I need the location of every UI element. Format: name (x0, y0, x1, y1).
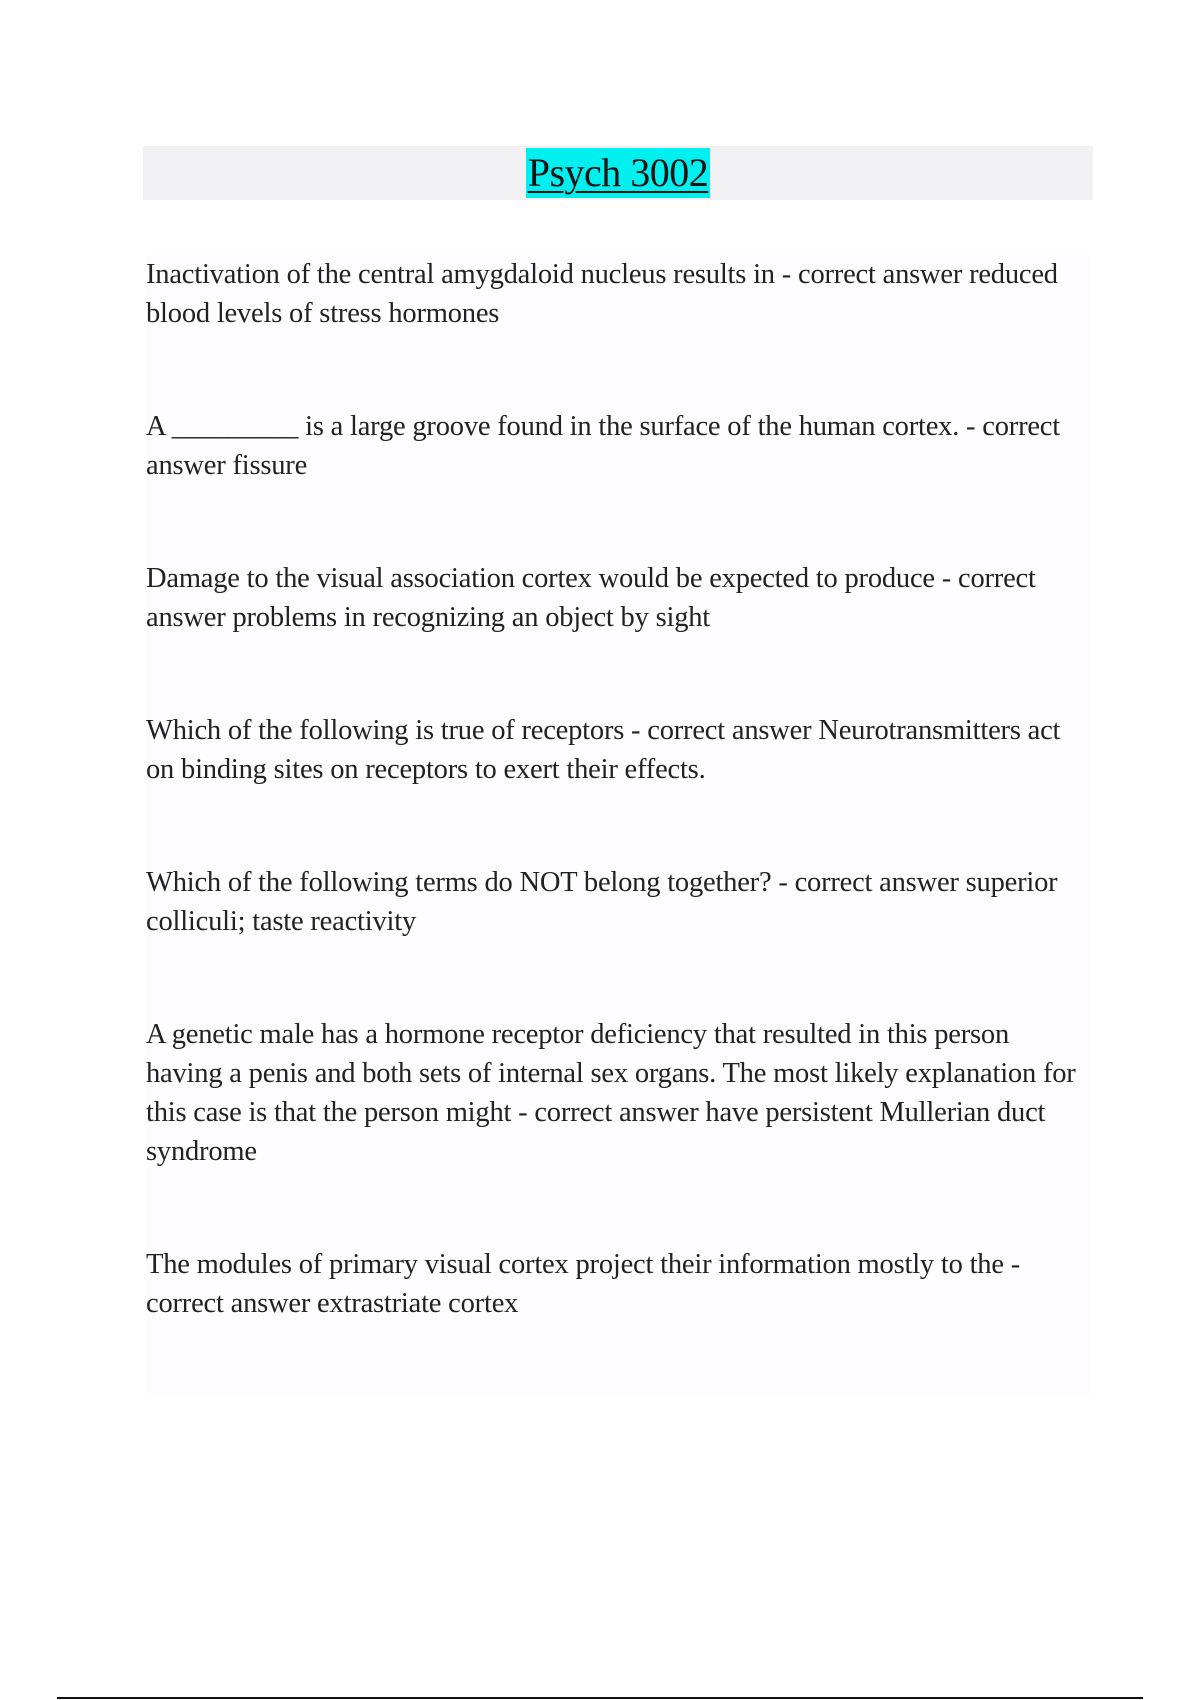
qa-item: Which of the following is true of receptors - correct answer Neurotransmitters act on binding sites on receptors to exert their effects. (146, 715, 1061, 785)
document-title: Psych 3002 (526, 148, 711, 198)
qa-item: A _________ is a large groove found in the surface of the human cortex. - correct answer fissure (146, 411, 1060, 481)
qa-list (146, 255, 1091, 1397)
qa-item: Which of the following terms do NOT belong together? - correct answer superior colliculi; taste reactivity (146, 867, 1058, 937)
qa-item: Inactivation of the central amygdaloid nucleus results in - correct answer reduced blood levels of stress hormones (146, 259, 1058, 329)
qa-item: Damage to the visual association cortex would be expected to produce - correct answer problems in recognizing an object by sight (146, 563, 1036, 633)
qa-item: The modules of primary visual cortex project their information mostly to the - correct answer extrastriate cortex (146, 1249, 1021, 1319)
qa-item: A genetic male has a hormone receptor deficiency that resulted in this person having a penis and both sets of internal sex organs. The most likely explanation for this case is that the person might - correct answer have persistent Mullerian duct syndrome (146, 1019, 1076, 1167)
footer-divider (57, 1697, 1143, 1699)
title-band (143, 146, 1093, 200)
